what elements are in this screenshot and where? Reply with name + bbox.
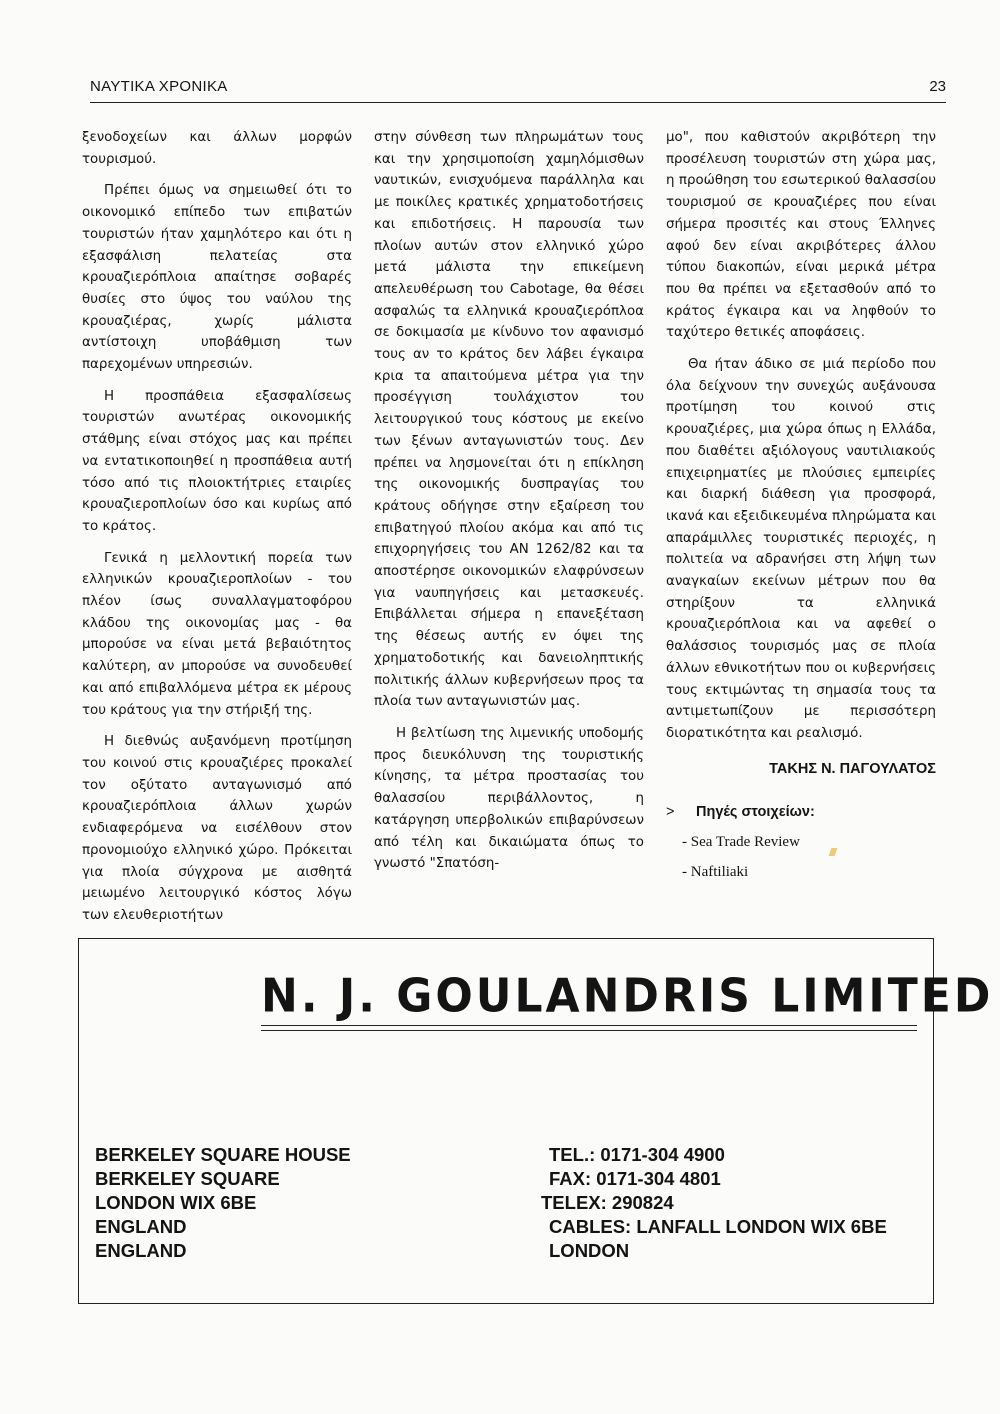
company-name: N. J. GOULANDRIS LIMITED	[261, 969, 994, 1024]
address-line: BERKELEY SQUARE HOUSE	[95, 1144, 351, 1165]
paragraph: Γενικά η μελλοντική πορεία των ελληνικών κρουαζιεροπλοίων - του πλέον ίσως συναλλαγματοφόρου κλάδου της οικονομίας μας - θα μπορούσε να είναι μετά βεβαιότητος καλύτερη, αν μπορούσε να συνοδευθεί και από επιβαλλόμενα μέτρα εκ μέρους του κράτους για την στήριξή της.	[82, 550, 352, 718]
cables: CABLES: LANFALL LONDON WIX 6BE	[549, 1216, 887, 1237]
paragraph: στην σύνθεση των πληρωμάτων τους και την χρησιμοποίση χαμηλόμισθων ναυτικών, ενισχυόμενα παράλληλα και με ποικίλες κρατικές χρηματοδοτήσεις και επιδοτήσεις. Η παρουσία των πλοίων αυτών στον ελληνικό χώρο μετά μάλιστα την επικείμενη απελευθέρωση του Cabotage, θα θέσει ασφαλώς τα ελληνικά κρουαζιερόπλοα σε δοκιμασία με κίνδυνο τον αφανισμό τους αν το κράτος δεν λάβει έγκαιρα κρια τα απαιτούμενα μέτρα για την προσέγγιση τουλάχιστον του λειτουργικού τους κόστους με εκείνο των ξένων ανταγωνιστών τους. Δεν πρέπει να λησμονείται ότι η επίκληση της οικονομικής δυσπραγίας του κράτους οδήγησε στην εξαίρεση του επιβατηγού πλοίου ακόμα και από τις επιχορηγήσεις του ΑΝ 1262/82 και τα αποστέρησε οικονομικών ελαφρύνσεων για ναυπηγήσεις και μετασκευές. Επιβάλλεται σήμερα η επανεξέταση της θέσεως αυτής εν όψει της χρηματοδοτικής και δανειοληπτικής πολιτικής άλλων κυβερνήσεων προς τα πλοία των ανταγωνιστών μας.	[374, 130, 644, 710]
article-column-3	[666, 127, 936, 884]
paragraph: Η διεθνώς αυξανόμενη προτίμηση του κοινού στις κρουαζιέρες προκαλεί τον οξύτατο ανταγωνισμό από κρουαζιερόπλοια άλλων χωρών ενδιαφερόμενα να εισέλθουν στον προνομιούχο ελληνικό χώρο. Πρόκειται για πλοία σύγχρονα με αισθητά μειωμένο λειτουργικό κόστος λόγω των ελευθεριοτήτων	[82, 734, 352, 923]
advertisement-box	[78, 938, 994, 1304]
article-column-2	[374, 127, 644, 885]
sources-heading-text: Πηγές στοιχείων:	[696, 804, 815, 821]
company-contact	[541, 1143, 887, 1263]
divider	[261, 1030, 917, 1031]
source-item: - Naftiliaki	[682, 863, 749, 880]
paragraph: Πρέπει όμως να σημειωθεί ότι το οικονομικό επίπεδο των επιβατών τουριστών ήταν χαμηλότερο και ότι η εξασφάλιση πελατείας στα κρουαζιερόπλοια απαίτησε σοβαρές θυσίες στο ύψος του ναύλου της κρουαζιέρας, χωρίς μάλιστα αντίστοιχη υποβάθμιση των παρεχομένων υπηρεσιών.	[82, 183, 352, 373]
paragraph: ξενοδοχείων και άλλων μορφών τουρισμού.	[82, 130, 352, 167]
chevron-right-icon: >	[666, 804, 675, 821]
paragraph: Η προσπάθεια εξασφαλίσεως τουριστών ανωτέρας οικονομικής στάθμης είναι στόχος μας και πρέπει να εντατικοποιηθεί η προσπάθεια αυτή τόσο από τις πλοιοκτήτριες εταιρίες κρουαζιεροπλοίων όσο και κυρίως από το κράτος.	[82, 388, 352, 534]
cables-city: LONDON	[549, 1240, 630, 1261]
telex: TELEX: 290824	[541, 1192, 674, 1213]
paragraph: μο", που καθιστούν ακριβότερη την προσέλευση τουριστών στη χώρα μας, η προώθηση του εσωτερικού θαλασσίου τουρισμού σε κρουαζιέρες που είναι σήμερα προσιτές και στους Έλληνες αφού δεν είναι ακριβότερες άλλου τύπου διακοπών, είναι μερικά μέτρα που θα πρέπει να εξετασθούν από το κράτος έγκαιρα και να ληφθούν το ταχύτερο θετικές αποφάσεις.	[666, 130, 936, 341]
company-address	[95, 1143, 351, 1263]
page-number: 23	[929, 78, 946, 95]
telephone: TEL.: 0171-304 4900	[549, 1144, 725, 1165]
address-line: ENGLAND	[95, 1216, 187, 1237]
divider	[261, 1025, 917, 1026]
address-line: ENGLAND	[95, 1240, 187, 1261]
source-item: - Sea Trade Review	[682, 834, 800, 851]
paragraph: Η βελτίωση της λιμενικής υποδομής προς διευκόλυνση της τουριστικής κίνησης, τα μέτρα προστασίας του θαλασσίου περιβάλλοντος, η κατάργηση υπερβολικών επιβαρύνσεων από τέλη και δικαιώματα όπως το γνωστό "Σπατόση-	[374, 725, 644, 872]
page-header	[90, 76, 946, 103]
article-column-1	[82, 127, 352, 937]
magazine-title: ΝΑΥΤΙΚΑ ΧΡΟΝΙΚΑ	[90, 78, 228, 95]
address-line: BERKELEY SQUARE	[95, 1168, 280, 1189]
paragraph: Θα ήταν άδικο σε μιά περίοδο που όλα δείχνουν την συνεχώς αυξάνουσα προτίμηση του κοινού στις κρουαζιέρες, μια χώρα όπως η Ελλάδα, που διαθέτει αξιόλογους ναυτιλιακούς επιχειρηματίες με πλούσιες εμπειρίες και διαρκή διάθεση για προσφορά, ικανά και εξειδικευμένα πληρώματα και απαράμιλλες τουριστικές περιοχές, η πολιτεία να αδρανήσει στη λήψη των αναγκαίων εκείνων μέτρων που θα στηρίξουν τα ελληνικά κρουαζιερόπλοια και να αφεθεί ο θαλάσσιος τουρισμός μας σε πλοία άλλων εθνικοτήτων που οι κυβερνήσεις τους εκτιμώντας τη σημασία τους τα αντιμετωπίζουν με περισσότερη διορατικότητα και ρεαλισμό.	[666, 357, 936, 741]
address-line: LONDON WIX 6BE	[95, 1192, 257, 1213]
sources-heading	[666, 802, 936, 824]
fax: FAX: 0171-304 4801	[549, 1168, 721, 1189]
author-signature: ΤΑΚΗΣ Ν. ΠΑΓΟΥΛΑΤΟΣ	[769, 760, 936, 777]
